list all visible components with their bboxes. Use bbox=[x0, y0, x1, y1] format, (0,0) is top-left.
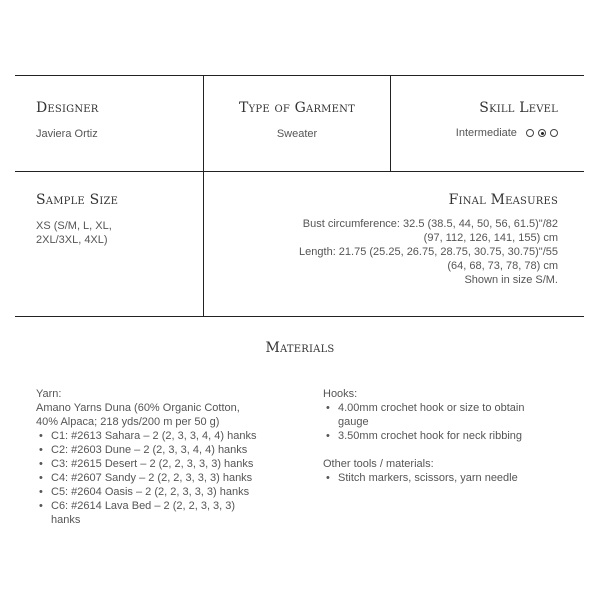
skill-value: Intermediate bbox=[455, 127, 517, 139]
other-tools-list bbox=[323, 471, 518, 485]
bullet-icon: • bbox=[39, 472, 43, 484]
yarn-item: C4: #2607 Sandy – 2 (2, 2, 3, 3, 3) hanks bbox=[51, 472, 253, 484]
final-measures-line: (64, 68, 73, 78, 78) cm bbox=[447, 260, 558, 272]
skill-dot-empty-icon bbox=[526, 129, 534, 137]
list-item bbox=[36, 499, 256, 513]
final-measures-heading: Final Measures bbox=[448, 192, 558, 208]
bullet-icon: • bbox=[39, 444, 43, 456]
designer-value: Javiera Ortiz bbox=[36, 128, 98, 140]
other-tools-label: Other tools / materials: bbox=[323, 458, 434, 470]
yarn-description-line-2: 40% Alpaca; 218 yds/200 m per 50 g) bbox=[36, 416, 220, 428]
list-item bbox=[323, 471, 518, 485]
bullet-icon: • bbox=[326, 430, 330, 442]
final-measures-line: (97, 112, 126, 141, 155) cm bbox=[423, 232, 558, 244]
bullet-icon: • bbox=[39, 430, 43, 442]
bullet-icon: • bbox=[39, 500, 43, 512]
other-tool-item: Stitch markers, scissors, yarn needle bbox=[338, 472, 518, 484]
yarn-item: C2: #2603 Dune – 2 (2, 3, 3, 4, 4) hanks bbox=[51, 444, 248, 456]
top-border bbox=[15, 75, 584, 76]
bullet-icon: • bbox=[326, 402, 330, 414]
yarn-item: C1: #2613 Sahara – 2 (2, 3, 3, 4, 4) hanks bbox=[51, 430, 257, 442]
skill-dot-empty-icon bbox=[550, 129, 558, 137]
skill-heading: Skill Level bbox=[479, 100, 558, 116]
list-item-continuation bbox=[36, 513, 256, 527]
garment-value: Sweater bbox=[276, 128, 318, 140]
bullet-icon: • bbox=[326, 472, 330, 484]
list-item bbox=[323, 429, 524, 443]
yarn-item: C3: #2615 Desert – 2 (2, 2, 3, 3, 3) hanks bbox=[51, 458, 254, 470]
sample-size-line-2: 2XL/3XL, 4XL) bbox=[36, 234, 108, 246]
list-item bbox=[323, 401, 524, 415]
list-item bbox=[36, 443, 256, 457]
materials-heading: Materials bbox=[265, 340, 335, 356]
column-divider-right bbox=[390, 75, 391, 172]
yarn-item-continuation: hanks bbox=[51, 514, 81, 526]
skill-row bbox=[456, 126, 558, 140]
final-measures-line: Shown in size S/M. bbox=[464, 274, 558, 286]
list-item-continuation bbox=[323, 415, 524, 429]
skill-dot-filled-icon bbox=[538, 129, 546, 137]
skill-level-indicator bbox=[526, 129, 558, 137]
sample-size-heading: Sample Size bbox=[36, 192, 119, 208]
final-measures-line: Length: 21.75 (25.25, 26.75, 28.75, 30.75, 30.75)"/55 bbox=[299, 246, 558, 258]
yarn-item: C5: #2604 Oasis – 2 (2, 2, 3, 3, 3) hanks bbox=[51, 486, 250, 498]
hooks-list bbox=[323, 401, 524, 443]
yarn-list bbox=[36, 429, 256, 527]
designer-heading: Designer bbox=[36, 100, 99, 116]
bullet-icon: • bbox=[39, 486, 43, 498]
list-item bbox=[36, 429, 256, 443]
list-item bbox=[36, 457, 256, 471]
yarn-description-line-1: Amano Yarns Duna (60% Organic Cotton, bbox=[36, 402, 240, 414]
yarn-label: Yarn: bbox=[36, 388, 62, 400]
list-item bbox=[36, 471, 256, 485]
hook-item-continuation: gauge bbox=[338, 416, 369, 428]
garment-heading: Type of Garment bbox=[239, 100, 355, 116]
middle-divider bbox=[15, 171, 584, 172]
yarn-item: C6: #2614 Lava Bed – 2 (2, 2, 3, 3, 3) bbox=[51, 500, 236, 512]
hooks-label: Hooks: bbox=[323, 388, 358, 400]
hook-item: 3.50mm crochet hook for neck ribbing bbox=[338, 430, 523, 442]
list-item bbox=[36, 485, 256, 499]
final-measures-line: Bust circumference: 32.5 (38.5, 44, 50, 56, 61.5)"/82 bbox=[302, 218, 558, 230]
sample-size-line-1: XS (S/M, L, XL, bbox=[36, 220, 112, 232]
hook-item: 4.00mm crochet hook or size to obtain bbox=[338, 402, 525, 414]
bottom-divider bbox=[15, 316, 584, 317]
bullet-icon: • bbox=[39, 458, 43, 470]
